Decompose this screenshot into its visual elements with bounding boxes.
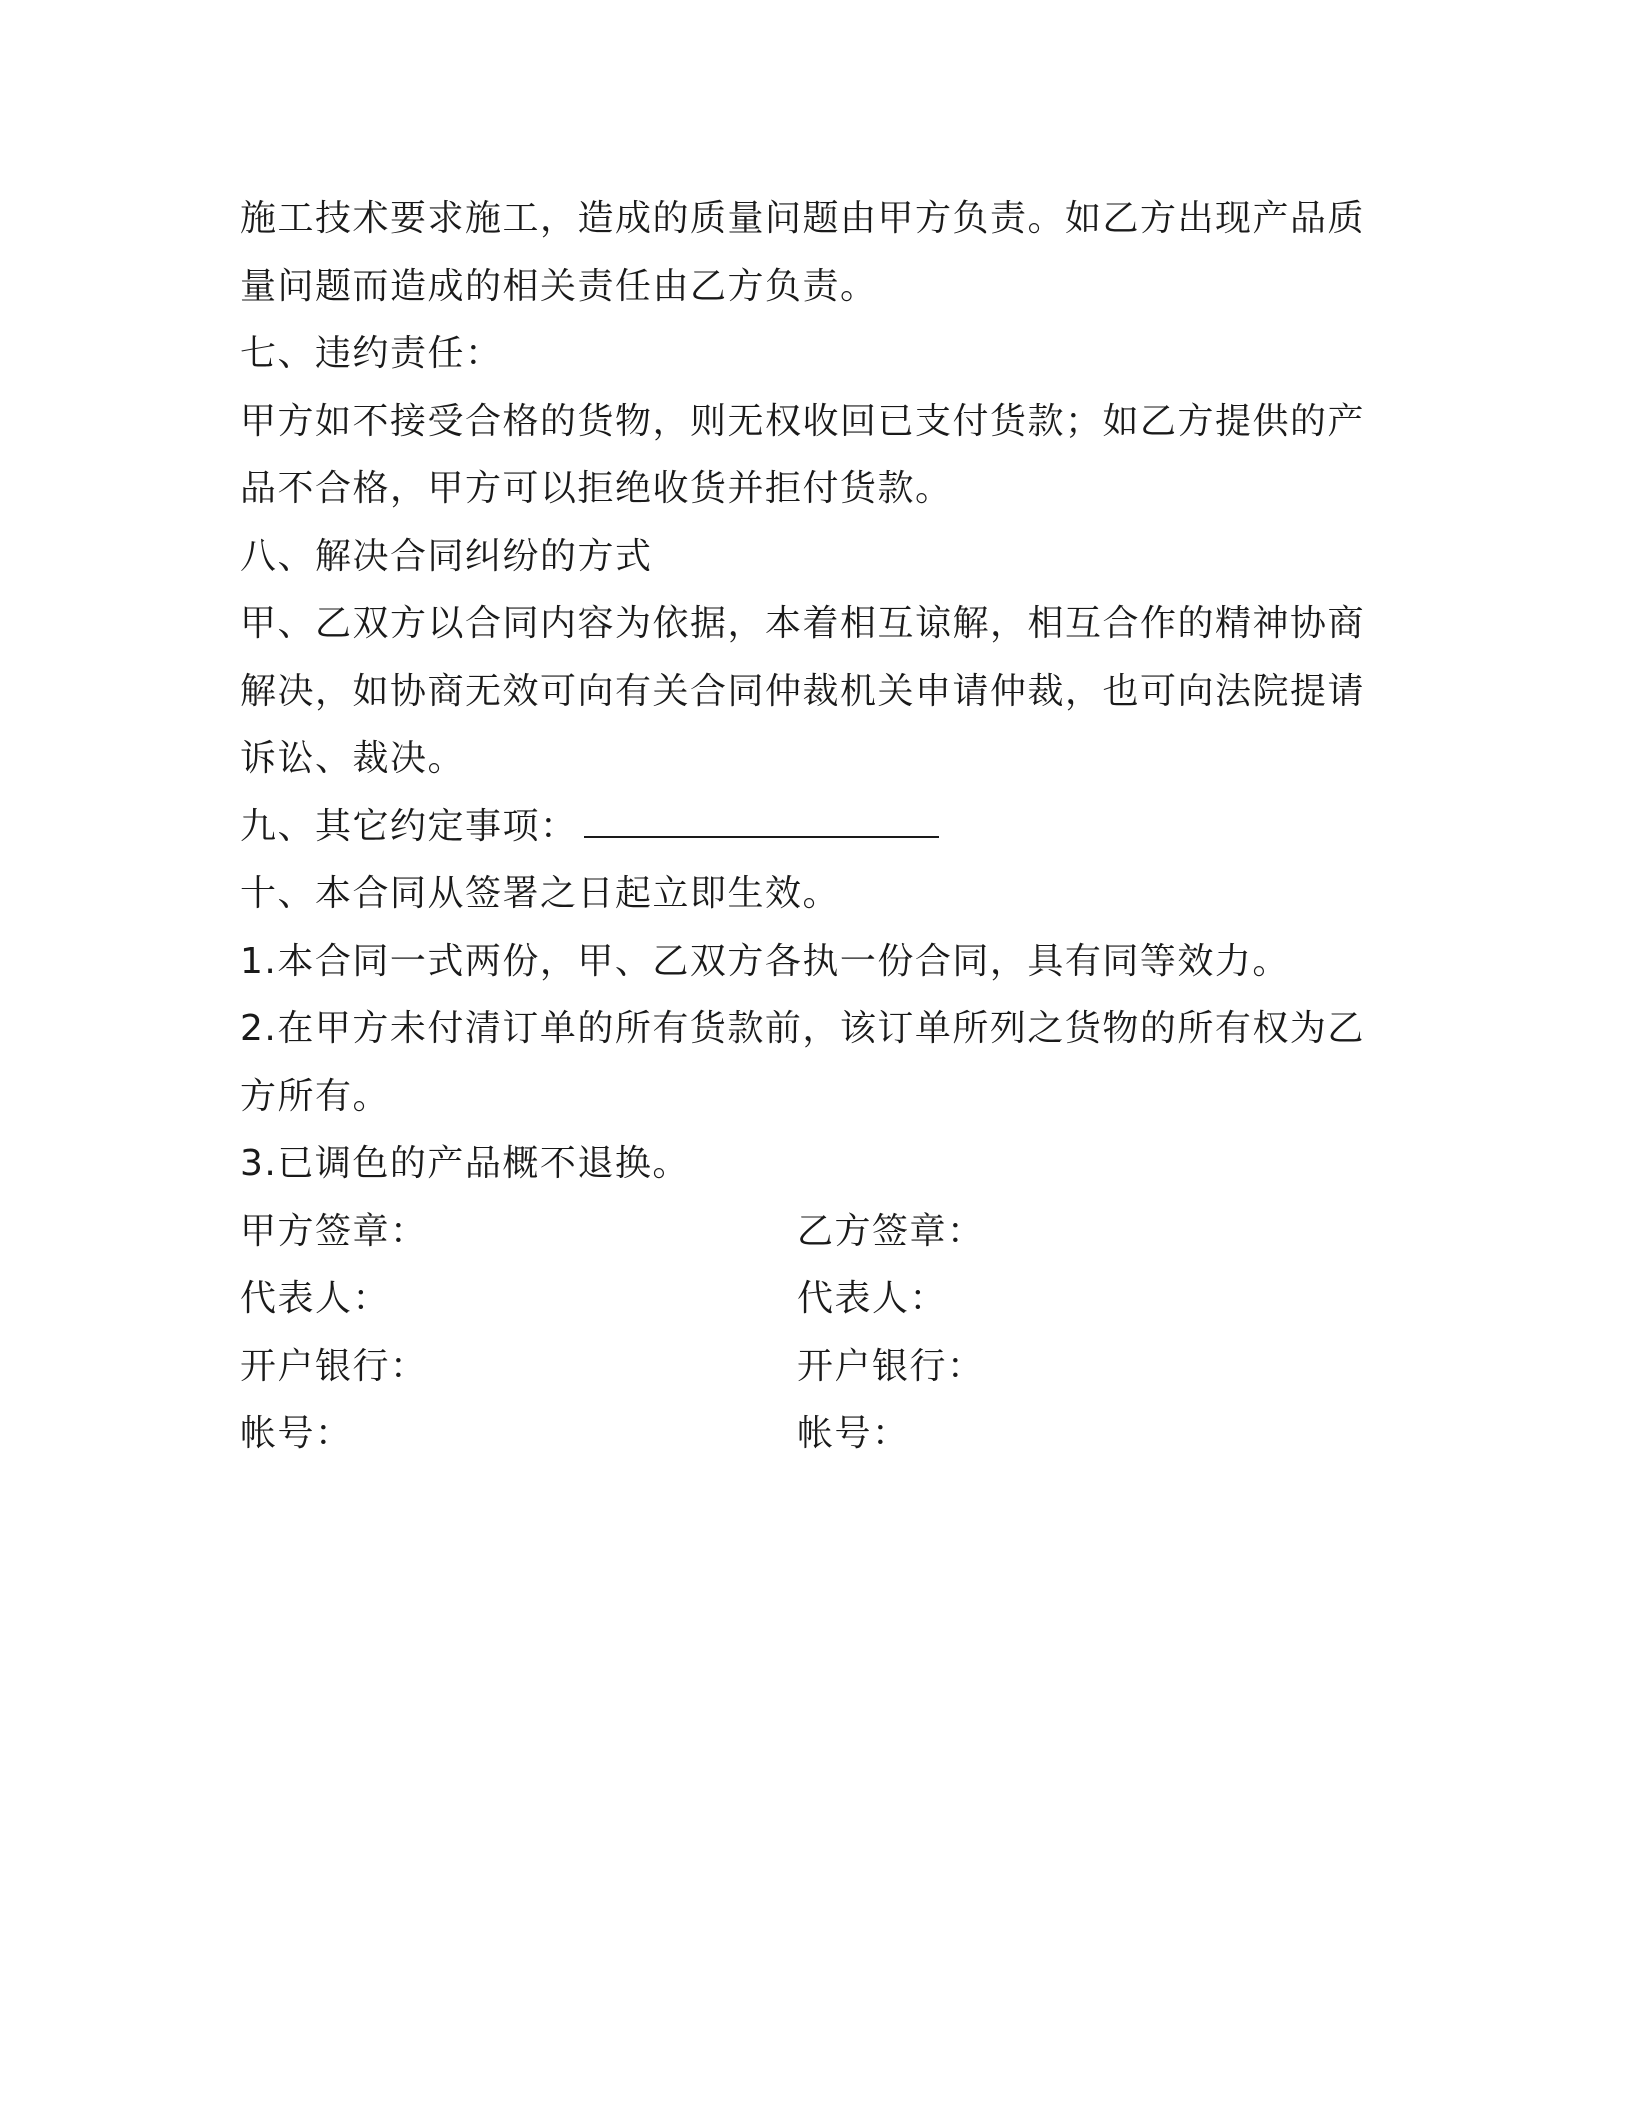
- list-item: 方所有。: [240, 1075, 391, 1117]
- paragraph-line: 甲方如不接受合格的货物，则无权收回已支付货款；如乙方提供的产: [240, 400, 1366, 442]
- paragraph-line: 量问题而造成的相关责任由乙方负责。: [240, 265, 878, 307]
- section-heading-dispute: 八、解决合同纠纷的方式: [240, 535, 653, 577]
- paragraph-line: 诉讼、裁决。: [240, 738, 466, 779]
- section-other-terms: [240, 793, 1370, 861]
- party-b-account-label: 帐号：: [797, 1413, 910, 1454]
- party-b-bank-label: 开户银行：: [797, 1345, 985, 1387]
- list-item: 2.在甲方未付清订单的所有货款前，该订单所列之货物的所有权为乙: [240, 1008, 1365, 1049]
- list-item: 1.本合同一式两份，甲、乙双方各执一份合同，具有同等效力。: [240, 940, 1290, 982]
- paragraph-line: 甲、乙双方以合同内容为依据，本着相互谅解，相互合作的精神协商: [240, 603, 1366, 644]
- paragraph-line: 施工技术要求施工，造成的质量问题由甲方负责。如乙方出现产品质: [240, 198, 1366, 239]
- party-a-seal-label: 甲方签章：: [240, 1210, 428, 1252]
- party-b-representative-label: 代表人：: [797, 1278, 948, 1319]
- signature-row-representative: [240, 1265, 1370, 1333]
- party-a-account-label: 帐号：: [240, 1413, 353, 1454]
- party-a-representative-label: 代表人：: [240, 1278, 391, 1319]
- contract-body: [240, 185, 1370, 1468]
- party-b-seal-label: 乙方签章：: [797, 1210, 985, 1252]
- other-terms-blank: [584, 804, 939, 838]
- paragraph-line: 品不合格，甲方可以拒绝收货并拒付货款。: [240, 468, 953, 509]
- list-item: 3.已调色的产品概不退换。: [240, 1143, 690, 1184]
- section-effective: 十、本合同从签署之日起立即生效。: [240, 873, 841, 914]
- signature-row-seal: [240, 1198, 1370, 1266]
- signature-row-account: [240, 1400, 1370, 1468]
- party-a-bank-label: 开户银行：: [240, 1345, 428, 1387]
- other-terms-label: 九、其它约定事项：: [240, 805, 578, 847]
- signature-block: [240, 1198, 1370, 1468]
- paragraph-line: 解决，如协商无效可向有关合同仲裁机关申请仲裁，也可向法院提请: [240, 670, 1366, 712]
- signature-row-bank: [240, 1333, 1370, 1401]
- section-heading-breach: 七、违约责任：: [240, 333, 503, 374]
